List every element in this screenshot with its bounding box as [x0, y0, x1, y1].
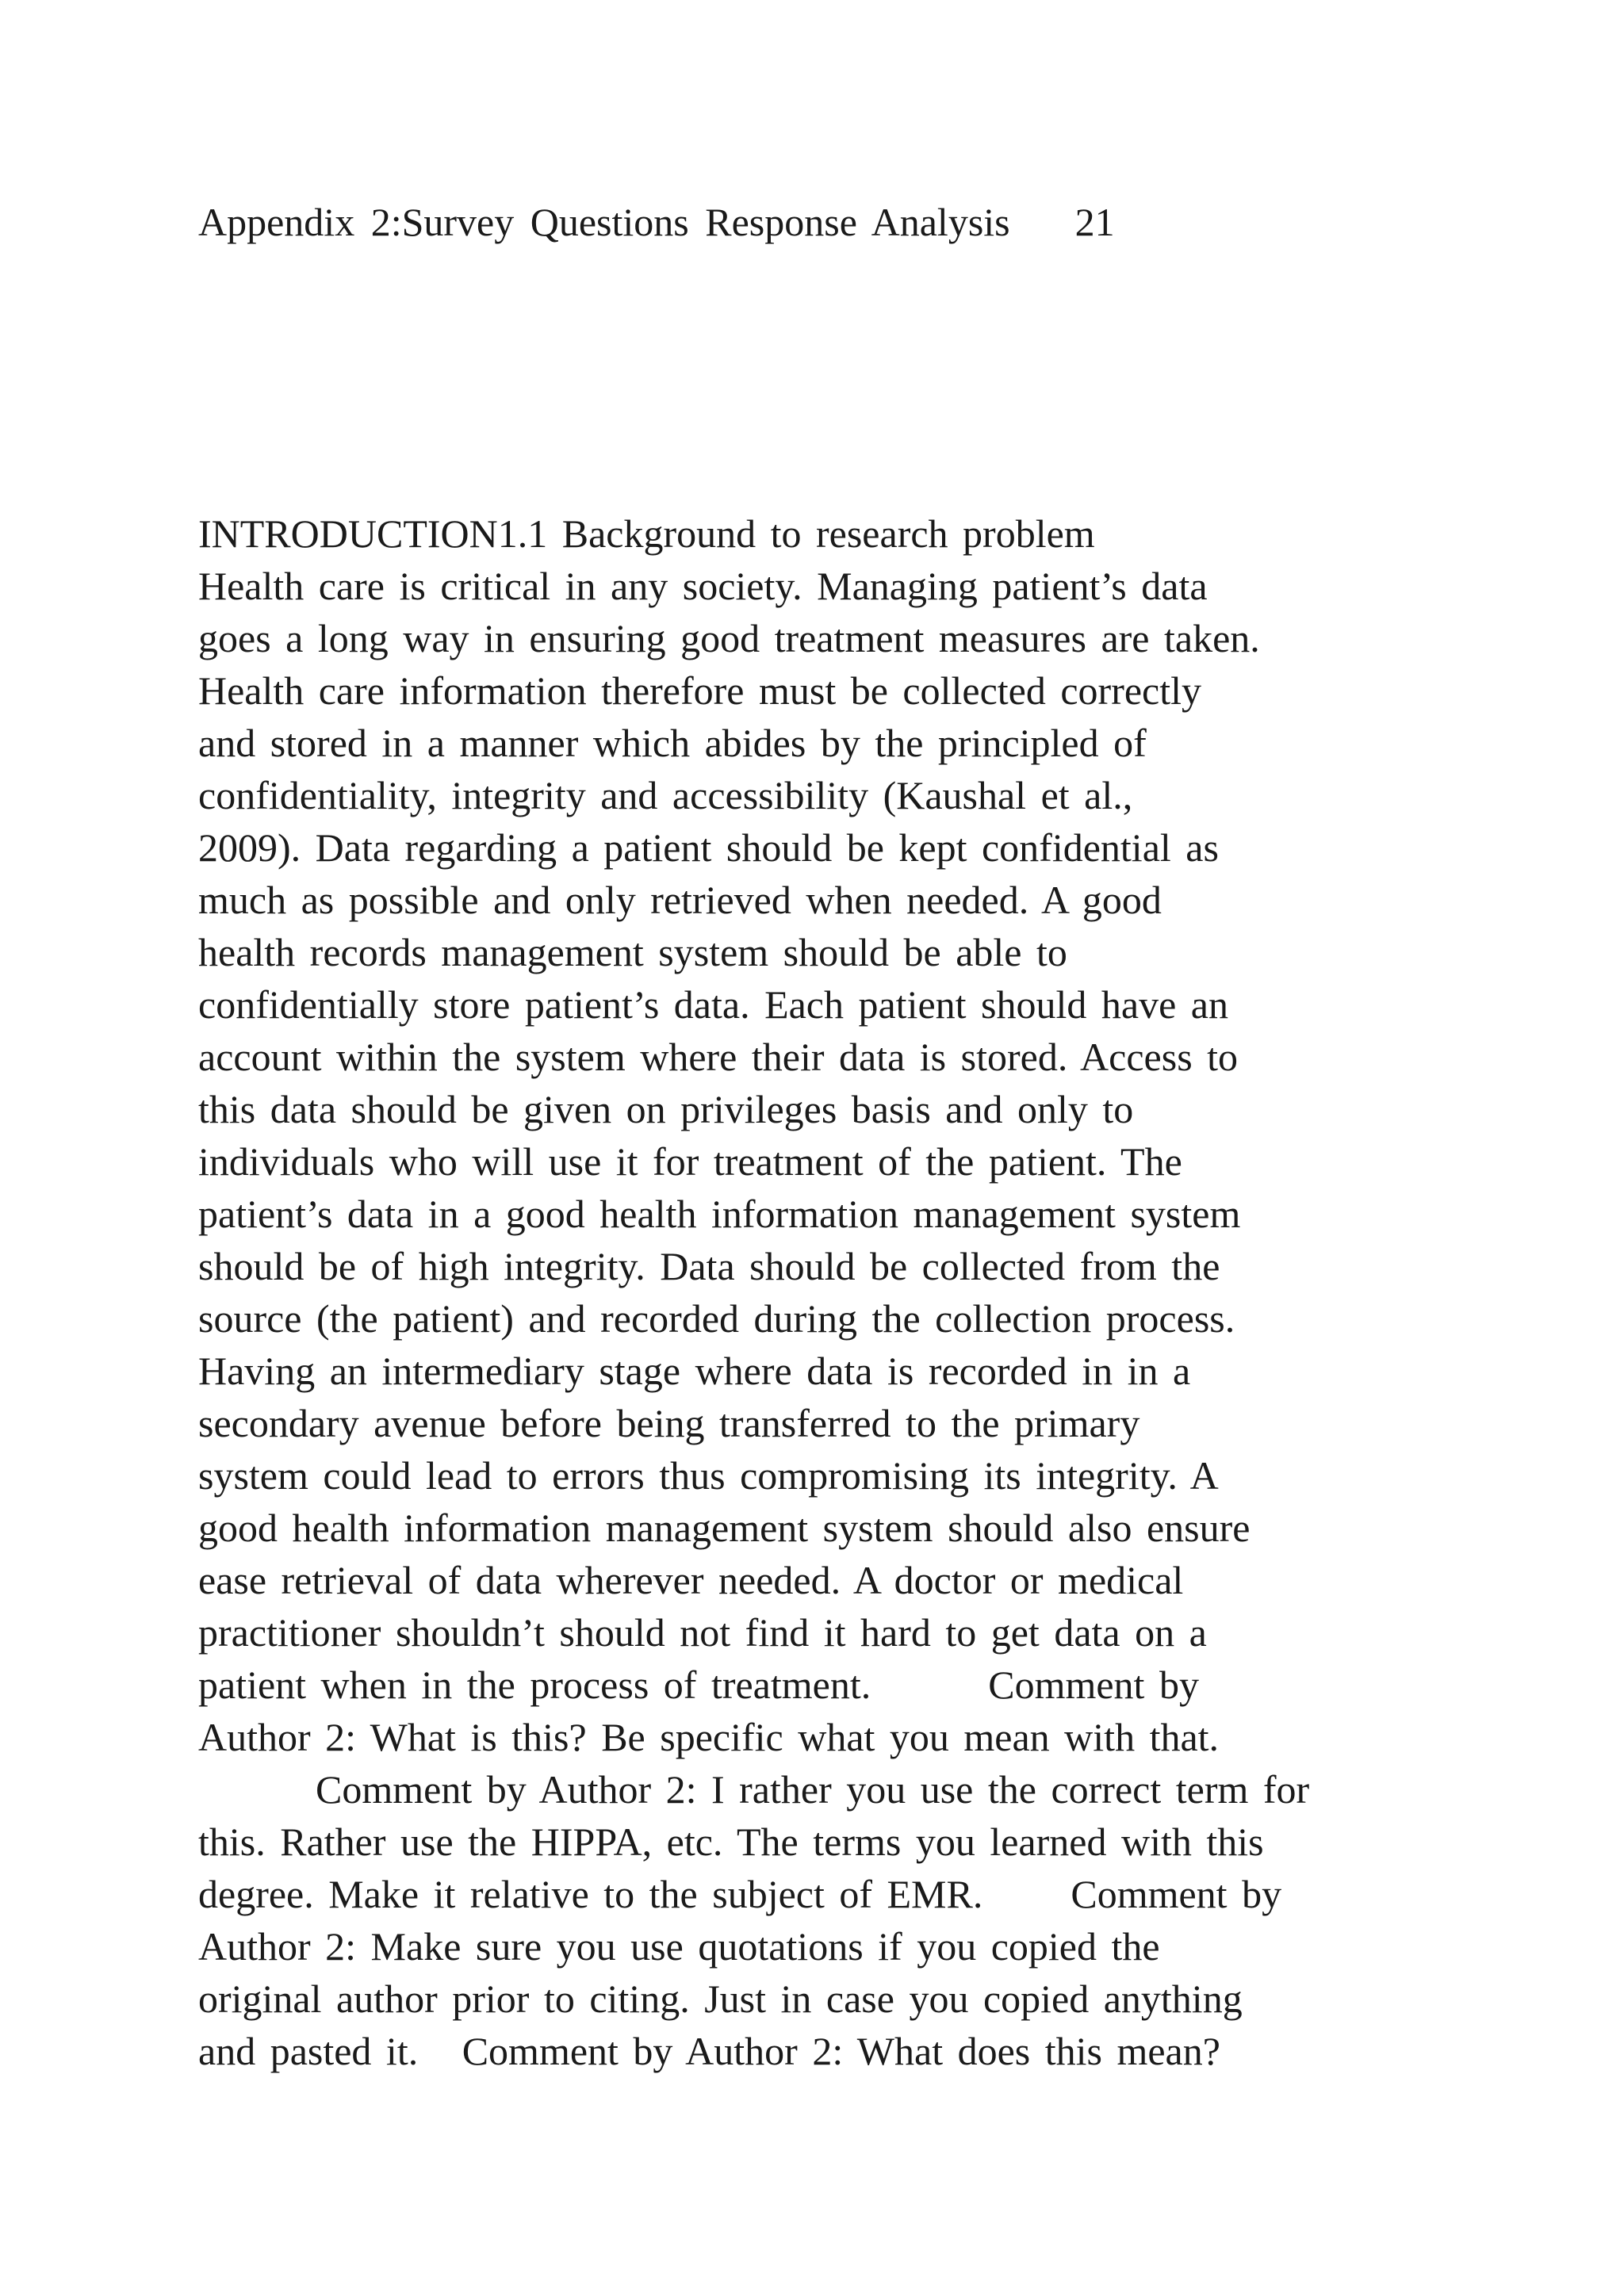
- paragraph-line: Having an intermediary stage where data is recorded in in a: [198, 1349, 1191, 1393]
- paragraph-line: individuals who will use it for treatment of the patient. The: [198, 1139, 1182, 1184]
- comment-line: this. Rather use the HIPPA, etc. The terms you learned with this: [198, 1820, 1264, 1864]
- paragraph-line: should be of high integrity. Data should be collected from the: [198, 1244, 1220, 1288]
- paragraph-line: much as possible and only retrieved when needed. A good: [198, 878, 1162, 922]
- comment-line: Author 2: What is this? Be specific what you mean with that.: [198, 1715, 1220, 1759]
- paragraph-line: confidentiality, integrity and accessibility (Kaushal et al.,: [198, 773, 1133, 817]
- paragraph-line: good health information management system should also ensure: [198, 1506, 1251, 1550]
- section-heading: INTRODUCTION1.1 Background to research problem: [198, 511, 1095, 556]
- paragraph-line: this data should be given on privileges basis and only to: [198, 1087, 1134, 1131]
- paragraph-line: confidentially store patient’s data. Each patient should have an: [198, 982, 1228, 1027]
- paragraph-line: system could lead to errors thus compromising its integrity. A: [198, 1453, 1219, 1498]
- paragraph-line: and stored in a manner which abides by the principled of: [198, 721, 1147, 765]
- paragraph-line: account within the system where their data is stored. Access to: [198, 1035, 1239, 1079]
- paragraph-line: Health care information therefore must be collected correctly: [198, 668, 1202, 713]
- paragraph-line: health records management system should be able to: [198, 930, 1067, 974]
- paragraph-line: secondary avenue before being transferred to the primary: [198, 1401, 1140, 1445]
- comment-line: degree. Make it relative to the subject of EMR. Comment by: [198, 1872, 1282, 1916]
- body-text: [198, 507, 1467, 2077]
- paragraph-line: goes a long way in ensuring good treatment measures are taken.: [198, 616, 1260, 660]
- comment-line: Comment by Author 2: I rather you use the correct term for: [198, 1767, 1310, 1812]
- paragraph-line: source (the patient) and recorded during the collection process.: [198, 1296, 1235, 1341]
- comment-line: and pasted it. Comment by Author 2: What does this mean?: [198, 2029, 1220, 2073]
- paragraph-line: patient’s data in a good health information management system: [198, 1192, 1241, 1236]
- paragraph-line: ease retrieval of data wherever needed. A doctor or medical: [198, 1558, 1184, 1602]
- paragraph-line: patient when in the process of treatment. Comment by: [198, 1663, 1199, 1707]
- paragraph-line: Health care is critical in any society. Managing patient’s data: [198, 564, 1208, 608]
- comment-line: original author prior to citing. Just in case you copied anything: [198, 1976, 1243, 2021]
- comment-line: Author 2: Make sure you use quotations if you copied the: [198, 1924, 1160, 1969]
- paragraph-line: practitioner shouldn’t should not find it hard to get data on a: [198, 1610, 1207, 1655]
- paragraph-line: 2009). Data regarding a patient should be kept confidential as: [198, 825, 1219, 870]
- toc-entry: Appendix 2:Survey Questions Response Analysis 21: [198, 200, 1115, 244]
